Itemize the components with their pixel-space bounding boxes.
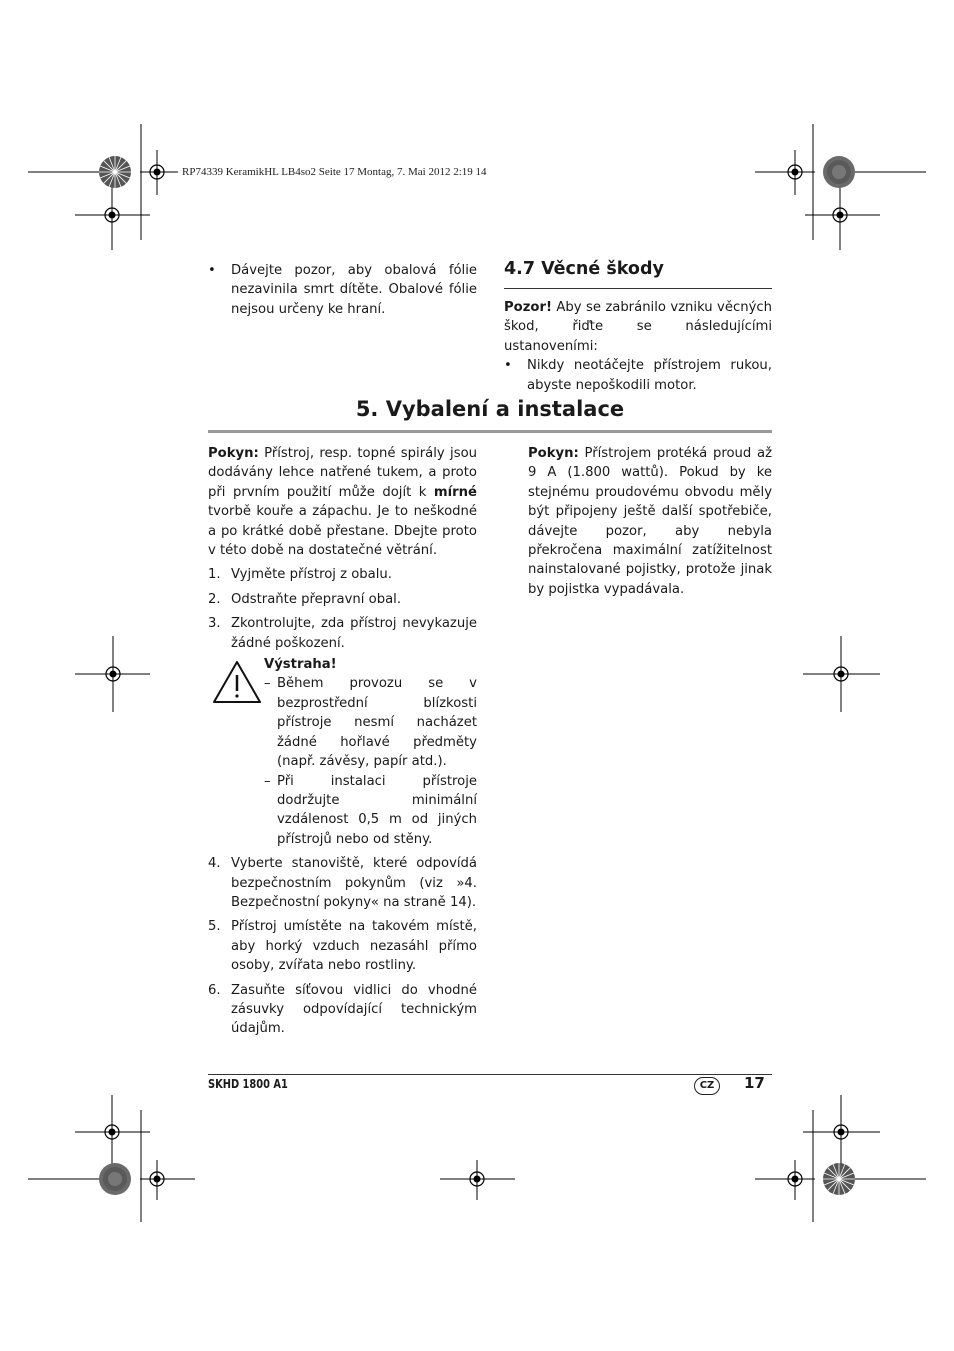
note-bold: mírné: [433, 484, 477, 500]
list-item: [208, 917, 477, 975]
step-text: Zasuňte síťovou vidlici do vhodné zásuvky odpovídající technickým údajům.: [231, 982, 477, 1037]
page-number: 17: [744, 1074, 765, 1092]
registration-mark-icon: [147, 1169, 167, 1189]
note-paragraph: [208, 444, 477, 560]
note-text-1: Přístroj, resp. topné spirály jsou dodávány lehce natřené tukem, a proto při prvním použití může dojít k: [208, 446, 477, 500]
chapter-title: 5. Vybalení a instalace: [355, 397, 625, 421]
registration-mark-icon: [831, 1122, 851, 1142]
chapter-rule: [208, 430, 772, 433]
bullet-glyph: •: [208, 263, 216, 278]
footer-rule: [208, 1074, 772, 1075]
footer-model: SKHD 1800 A1: [208, 1077, 288, 1091]
bullet-text: Dávejte pozor, aby obalová fólie nezavinila smrt dítěte. Obalové fólie nejsou určeny ke hraní.: [231, 263, 477, 317]
warning-text: Během provozu se v bezprostřední blízkosti přístroje nesmí nacházet žádné hořlavé předměty (např. závěsy, papír atd.).: [277, 676, 477, 770]
step-number: 6.: [208, 982, 221, 998]
step-text: Vyjměte přístroj z obalu.: [231, 567, 392, 583]
warning-triangle-icon: [212, 660, 262, 704]
step-text: Odstraňte přepravní obal.: [231, 591, 402, 607]
note-lead: Pokyn:: [528, 446, 579, 461]
left-column: [208, 444, 477, 1039]
caution-paragraph: [504, 298, 772, 356]
registration-mark-icon: [103, 664, 123, 684]
step-text: Zkontrolujte, zda přístroj nevykazuje žádné poškození.: [231, 616, 477, 651]
warning-text: Při instalaci přístroje dodržujte minimální vzdálenost 0,5 m od jiných přístrojů nebo od stěny.: [277, 773, 477, 847]
registration-mark-icon: [785, 162, 805, 182]
list-item: [208, 565, 477, 584]
list-item: [208, 614, 477, 653]
radial-target-icon: [822, 1162, 856, 1196]
step-number: 1.: [208, 567, 221, 583]
radial-target-icon: [822, 155, 856, 189]
note-text-2: tvorbě kouře a zápachu. Je to neškodné a po krátké době přestane. Dbejte proto v této době na dostatečné větrání.: [208, 504, 477, 559]
print-header: RP74339 KeramikHL LB4so2 Seite 17 Montag, 7. Mai 2012 2:19 14: [182, 166, 487, 178]
step-number: 3.: [208, 616, 221, 632]
registration-mark-icon: [102, 205, 122, 225]
step-number: 4.: [208, 856, 221, 872]
step-text: Vyberte stanoviště, které odpovídá bezpečnostním pokynům (viz »4. Bezpečnostní pokyny« na straně 14).: [231, 856, 477, 910]
bullet-text: Nikdy neotáčejte přístrojem rukou, abyste nepoškodili motor.: [527, 358, 772, 393]
radial-target-icon: [98, 155, 132, 189]
radial-target-icon: [98, 1162, 132, 1196]
warning-item: [264, 674, 477, 771]
section-47-body: [504, 298, 772, 395]
note-text: Přístrojem protéká proud až 9 A (1.800 wattů). Pokud by ke stejnému proudovému obvodu měly být připojeny ještě další spotřebiče, dávejte pozor, aby nebyla překročena maximální zatížitelnost nainstalované pojistky, protože jinak by pojistka vypadávala.: [528, 446, 772, 597]
warning-item: [264, 772, 477, 850]
dash-glyph: –: [264, 773, 271, 789]
list-item: [208, 854, 477, 912]
registration-mark-icon: [467, 1169, 487, 1189]
step-number: 5.: [208, 919, 221, 935]
note-lead: Pokyn:: [208, 446, 259, 461]
top-left-bullet: [208, 261, 477, 319]
step-text: Přístroj umístěte na takovém místě, aby horký vzduch nezasáhl přímo osoby, zvířata nebo rostliny.: [231, 919, 477, 974]
list-item: [208, 981, 477, 1039]
registration-mark-icon: [102, 1122, 122, 1142]
section-heading: 4.7 Věcné škody: [504, 259, 664, 279]
registration-mark-icon: [830, 205, 850, 225]
list-item: [504, 356, 772, 395]
warning-title: Výstraha!: [264, 657, 337, 673]
step-number: 2.: [208, 591, 221, 607]
registration-mark-icon: [147, 162, 167, 182]
section-rule: [504, 288, 772, 289]
bullet-glyph: •: [504, 358, 512, 374]
language-badge: CZ: [694, 1077, 720, 1095]
registration-mark-icon: [785, 1169, 805, 1189]
caution-lead: Pozor!: [504, 300, 552, 315]
right-column: [528, 444, 772, 599]
dash-glyph: –: [264, 676, 271, 692]
registration-mark-icon: [831, 664, 851, 684]
caution-text: Aby se zabránilo vzniku věcných škod, řiďte se následujícími ustanoveními:: [504, 300, 772, 354]
list-item: [208, 590, 477, 609]
